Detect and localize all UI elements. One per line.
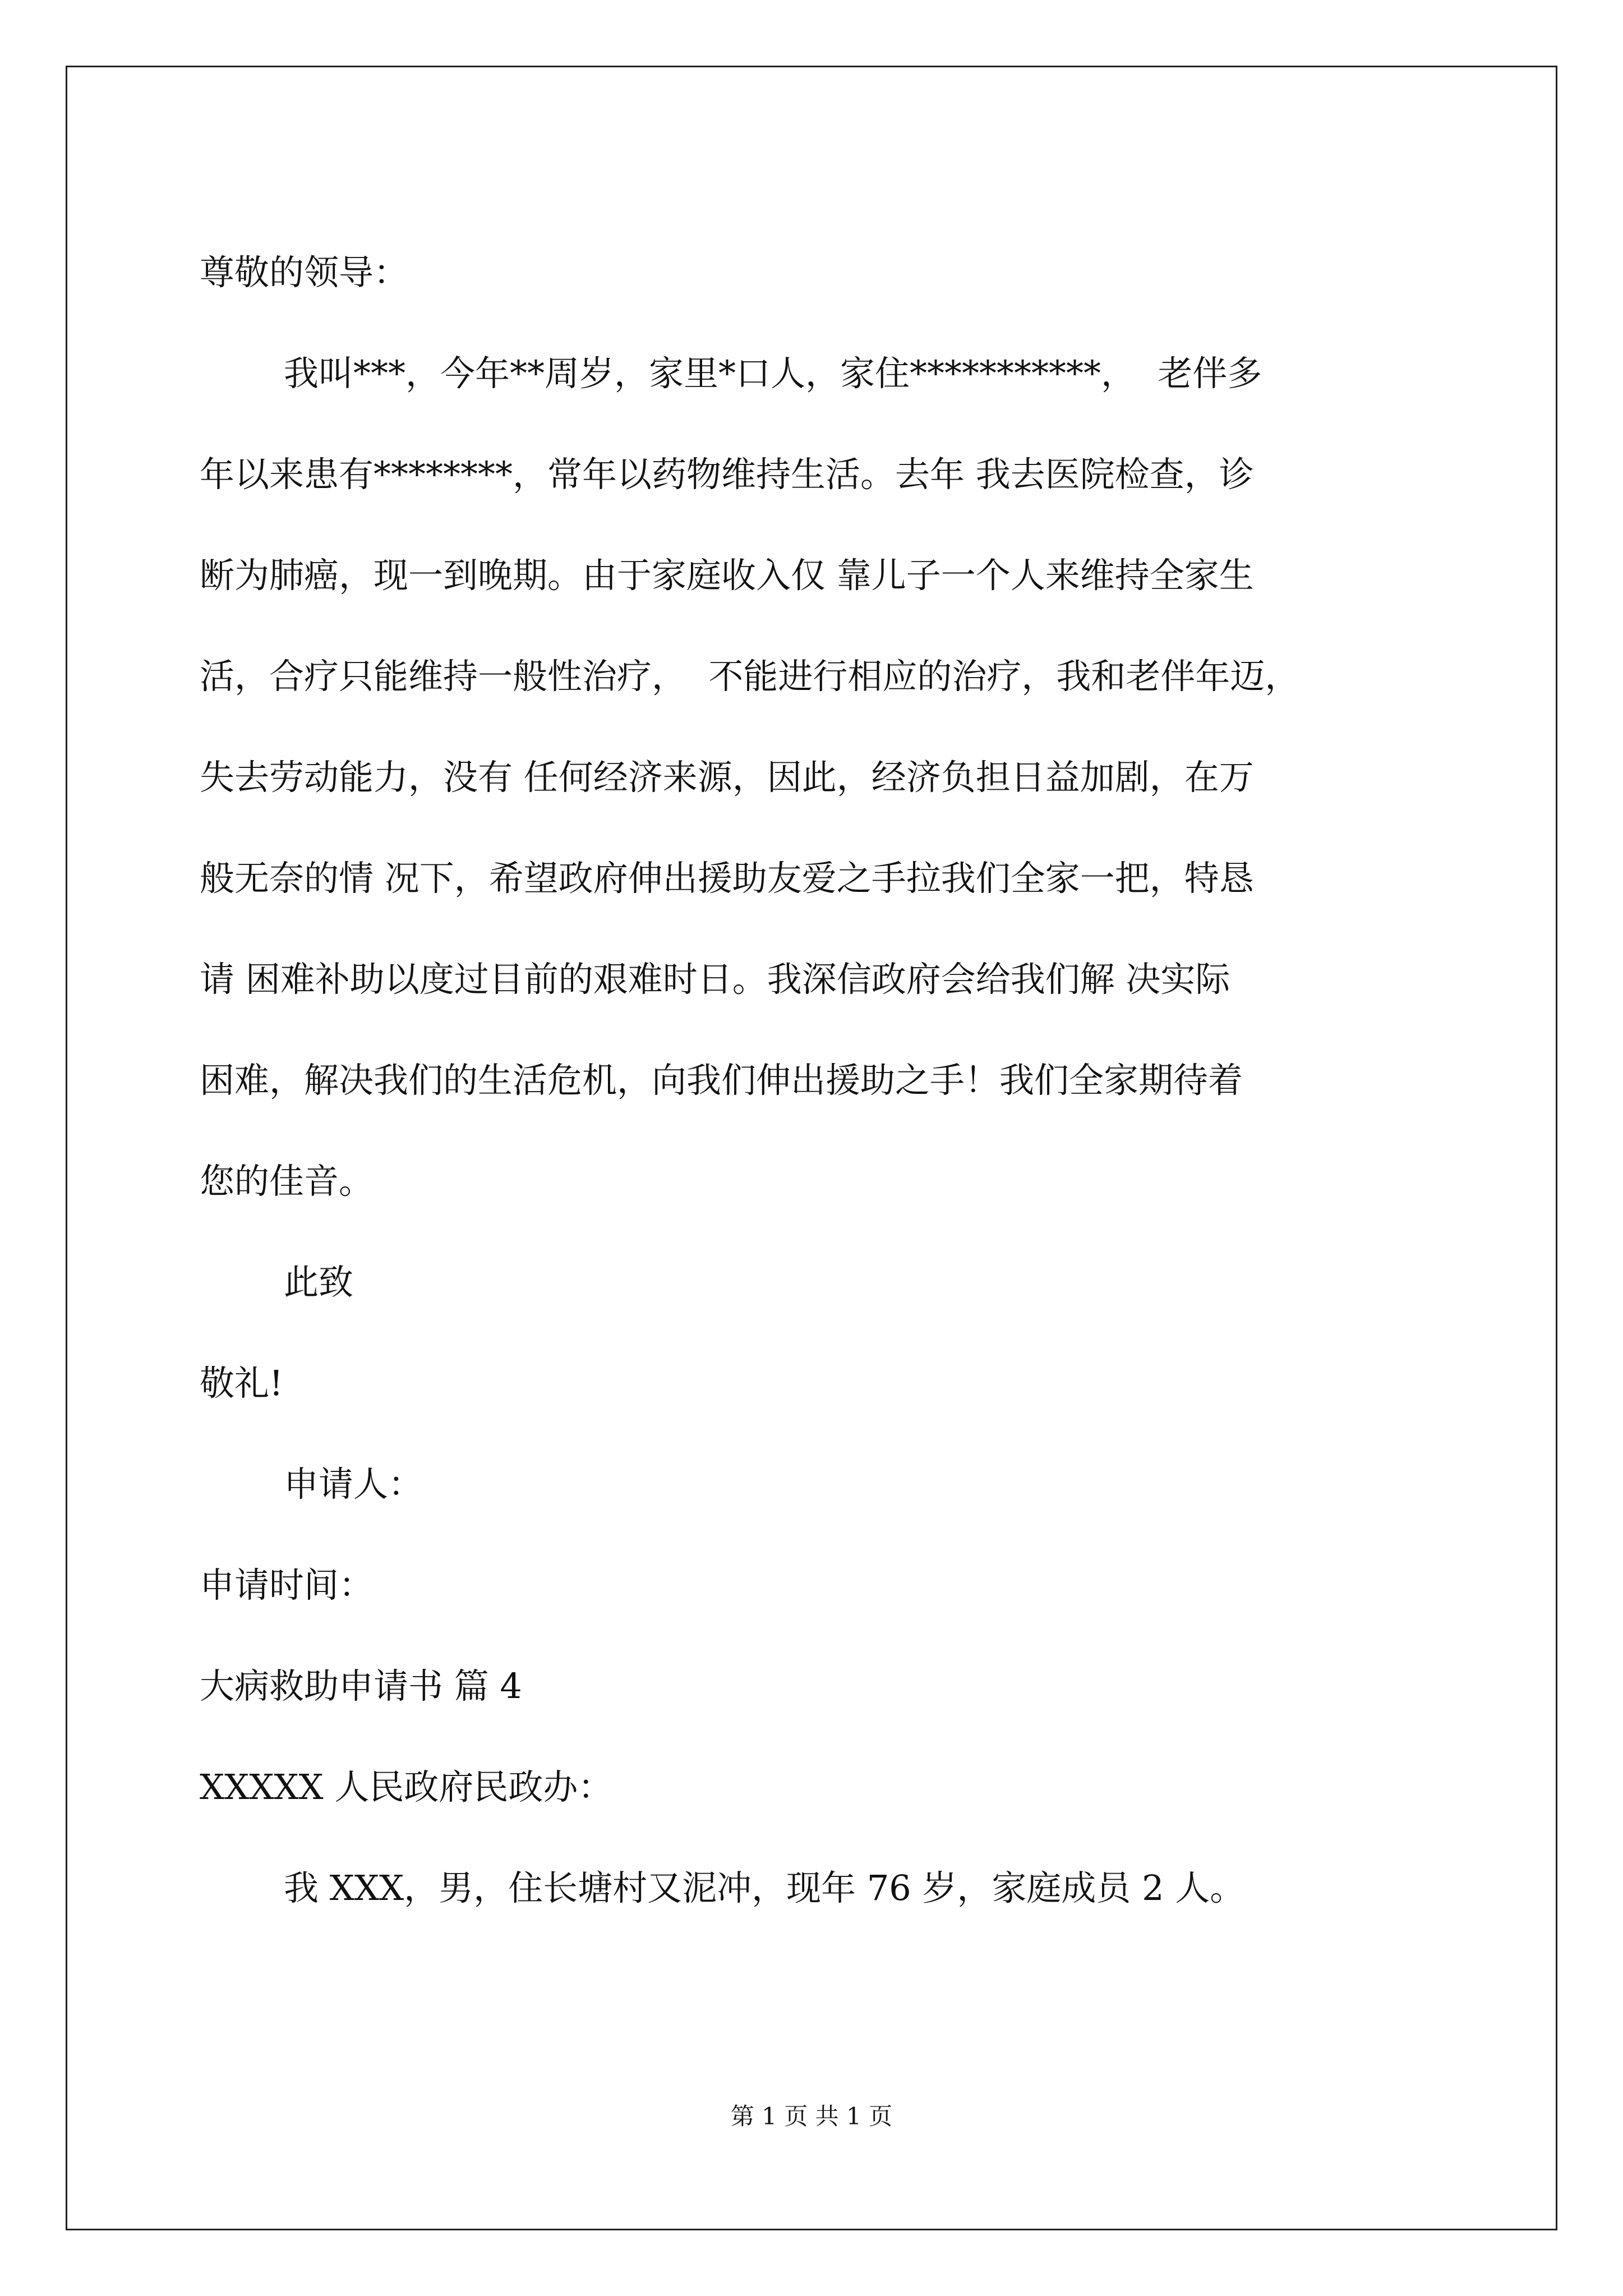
closing-salute: 敬礼! xyxy=(200,1363,283,1404)
page-footer: 第 1 页 共 1 页 xyxy=(730,2102,893,2130)
body-line: 我叫***，今年**周岁，家里*口人，家住***********， 老伴多 xyxy=(284,353,1262,394)
addressee: XXXXX 人民政府民政办： xyxy=(200,1766,613,1807)
closing-greeting: 此致 xyxy=(284,1262,354,1303)
body-line: 请 困难补助以度过目前的艰难时日。我深信政府会给我们解 决实际 xyxy=(200,959,1230,1000)
body-line: 年以来患有********，常年以药物维持生活。去年 我去医院检查，诊 xyxy=(200,454,1254,495)
body-line: 失去劳动能力，没有 任何经济来源，因此，经济负担日益加剧，在万 xyxy=(200,757,1254,798)
body-line: 断为肺癌，现一到晚期。由于家庭收入仅 靠儿子一个人来维持全家生 xyxy=(200,555,1254,596)
section-title: 大病救助申请书 篇 4 xyxy=(200,1665,522,1706)
body-line: 您的佳音。 xyxy=(200,1161,374,1202)
body-line: 困难，解决我们的生活危机，向我们伸出援助之手！我们全家期待着 xyxy=(200,1060,1243,1101)
salutation: 尊敬的领导： xyxy=(200,252,409,293)
body-line: 活，合疗只能维持一般性治疗， 不能进行相应的治疗，我和老伴年迈， xyxy=(200,656,1300,697)
body-line: 般无奈的情 况下，希望政府伸出援助友爱之手拉我们全家一把，特恳 xyxy=(200,858,1254,899)
applicant-label: 申请人： xyxy=(284,1464,423,1504)
date-label: 申请时间： xyxy=(200,1565,374,1605)
intro-line: 我 XXX，男，住长塘村又泥冲，现年 76 岁，家庭成员 2 人。 xyxy=(284,1867,1245,1908)
document-body xyxy=(200,222,1431,1939)
